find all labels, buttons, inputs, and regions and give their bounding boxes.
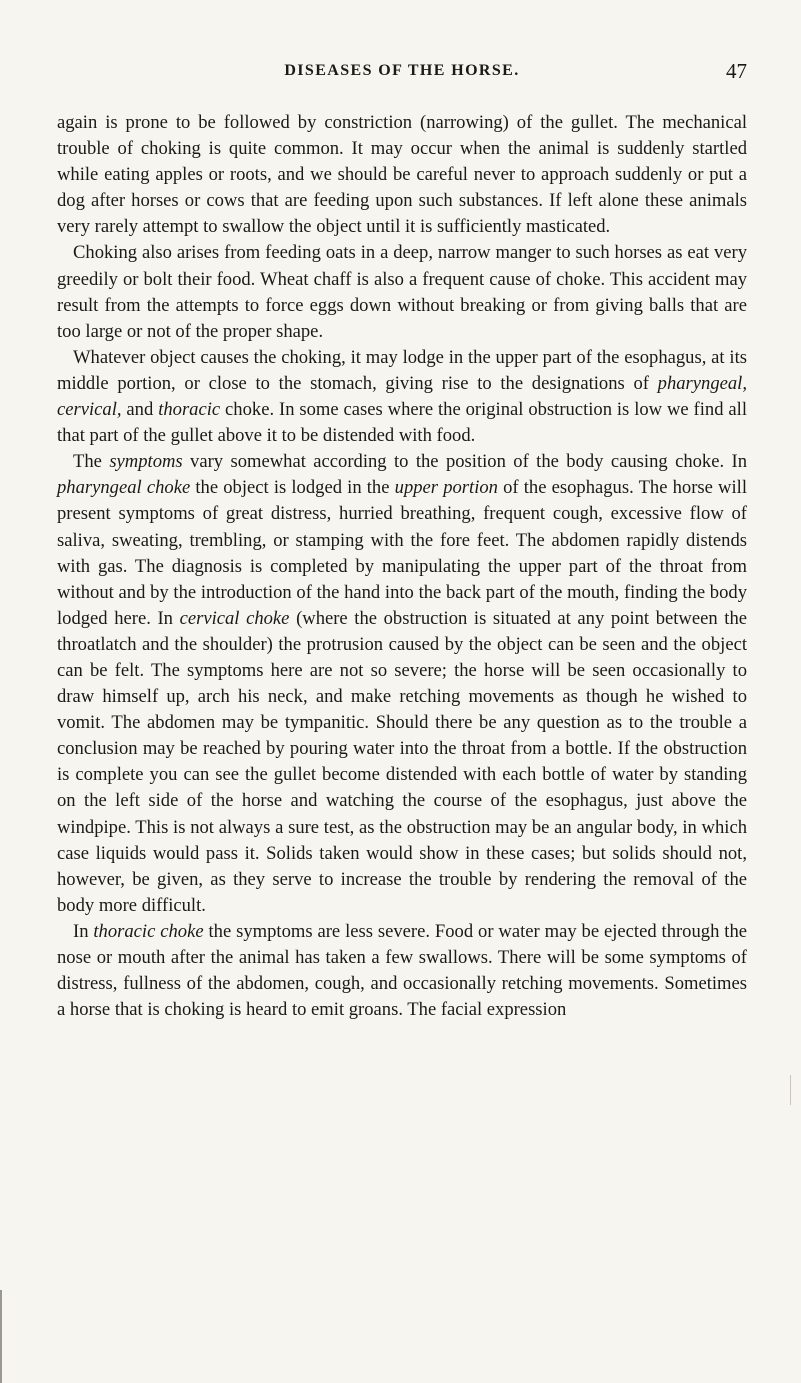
text-segment: In	[73, 920, 94, 942]
paragraph-4	[57, 449, 747, 919]
paragraph-5	[57, 919, 747, 1023]
italic-term: cervical choke	[179, 607, 290, 629]
text-segment: Choking also arises from feeding oats in a deep, narrow manger to such horses as eat very greedily or bolt their food. Wheat chaff is also a frequent cause of choke. This accident may result from the attempts to force eggs down without breaking or from giving balls that are too large or not of the proper shape.	[57, 242, 747, 342]
paragraph-2	[57, 240, 747, 344]
text-segment: again is prone to be followed by constriction (narrowing) of the gullet. The mechanical trouble of choking is quite common. It may occur when the animal is suddenly startled while eating apples or roots, and we should be careful never to approach suddenly or put a dog after horses or cows that are feeding upon such substances. If left alone these animals very rarely attempt to swallow the object until it is sufficiently masticated.	[57, 112, 747, 238]
running-head: DISEASES OF THE HORSE.	[284, 62, 520, 79]
italic-term: thoracic choke	[93, 920, 204, 942]
italic-term: upper portion	[394, 477, 498, 499]
text-segment: the symptoms are less severe. Food or water may be ejected through the nose or mouth after the animal has taken a few swallows. There will be some symptoms of distress, fullness of the abdomen, cough, and occasionally retching movements. Sometimes a horse that is choking is heard to emit groans. The facial expression	[57, 920, 747, 1021]
text-segment: vary somewhat according to the position of the body causing choke. In	[182, 451, 747, 473]
body-text	[57, 110, 747, 1023]
scan-edge-mark	[0, 1290, 2, 1383]
italic-term: pharyngeal choke	[57, 477, 191, 499]
scan-stray-mark	[790, 1075, 791, 1105]
text-segment: (where the obstruction is situated at any point between the throatlatch and the shoulder) the protrusion caused by the object can be seen and the object can be felt. The symptoms here are not so severe; the horse will be seen occasionally to draw himself up, arch his neck, and make retching movements as though he wished to vomit. The abdomen may be tympanitic. Should there be any question as to the trouble a conclusion may be reached by pouring water into the throat from a bottle. If the obstruction is complete you can see the gullet become distended with each bottle of water by standing on the left side of the horse and watching the course of the esophagus, just above the windpipe. This is not always a sure test, as the obstruction may be an angular body, in which case liquids would pass it. Solids taken would show in these cases; but solids should not, however, be given, as they serve to increase the trouble by rendering the removal of the body more difficult.	[57, 607, 747, 916]
text-segment: Whatever object causes the choking, it may lodge in the upper part of the esophagus, at its middle portion, or close to the stomach, giving rise to the designations of	[57, 346, 747, 394]
text-segment: the object is lodged in the	[190, 477, 395, 499]
text-segment: and	[121, 399, 159, 421]
page-header	[57, 59, 747, 86]
text-segment: of the esophagus. The horse will present symptoms of great distress, hurried breathing, frequent cough, excessive flow of saliva, sweating, trembling, or stamping with the fore feet. The abdomen rapidly distends with gas. The diagnosis is completed by manipulating the upper part of the throat from without and by the introduction of the hand into the back part of the mouth, finding the body lodged here. In	[57, 477, 747, 629]
text-segment: The	[73, 451, 110, 473]
paragraph-1	[57, 110, 747, 240]
italic-term: pharyngeal, cervical,	[57, 372, 747, 421]
paragraph-3	[57, 345, 747, 449]
italic-term: thoracic	[158, 399, 221, 421]
text-segment: choke. In some cases where the original obstruction is low we find all that part of the gullet above it to be distended with food.	[57, 399, 747, 447]
page-number: 47	[726, 59, 747, 83]
italic-term: symptoms	[109, 451, 183, 473]
